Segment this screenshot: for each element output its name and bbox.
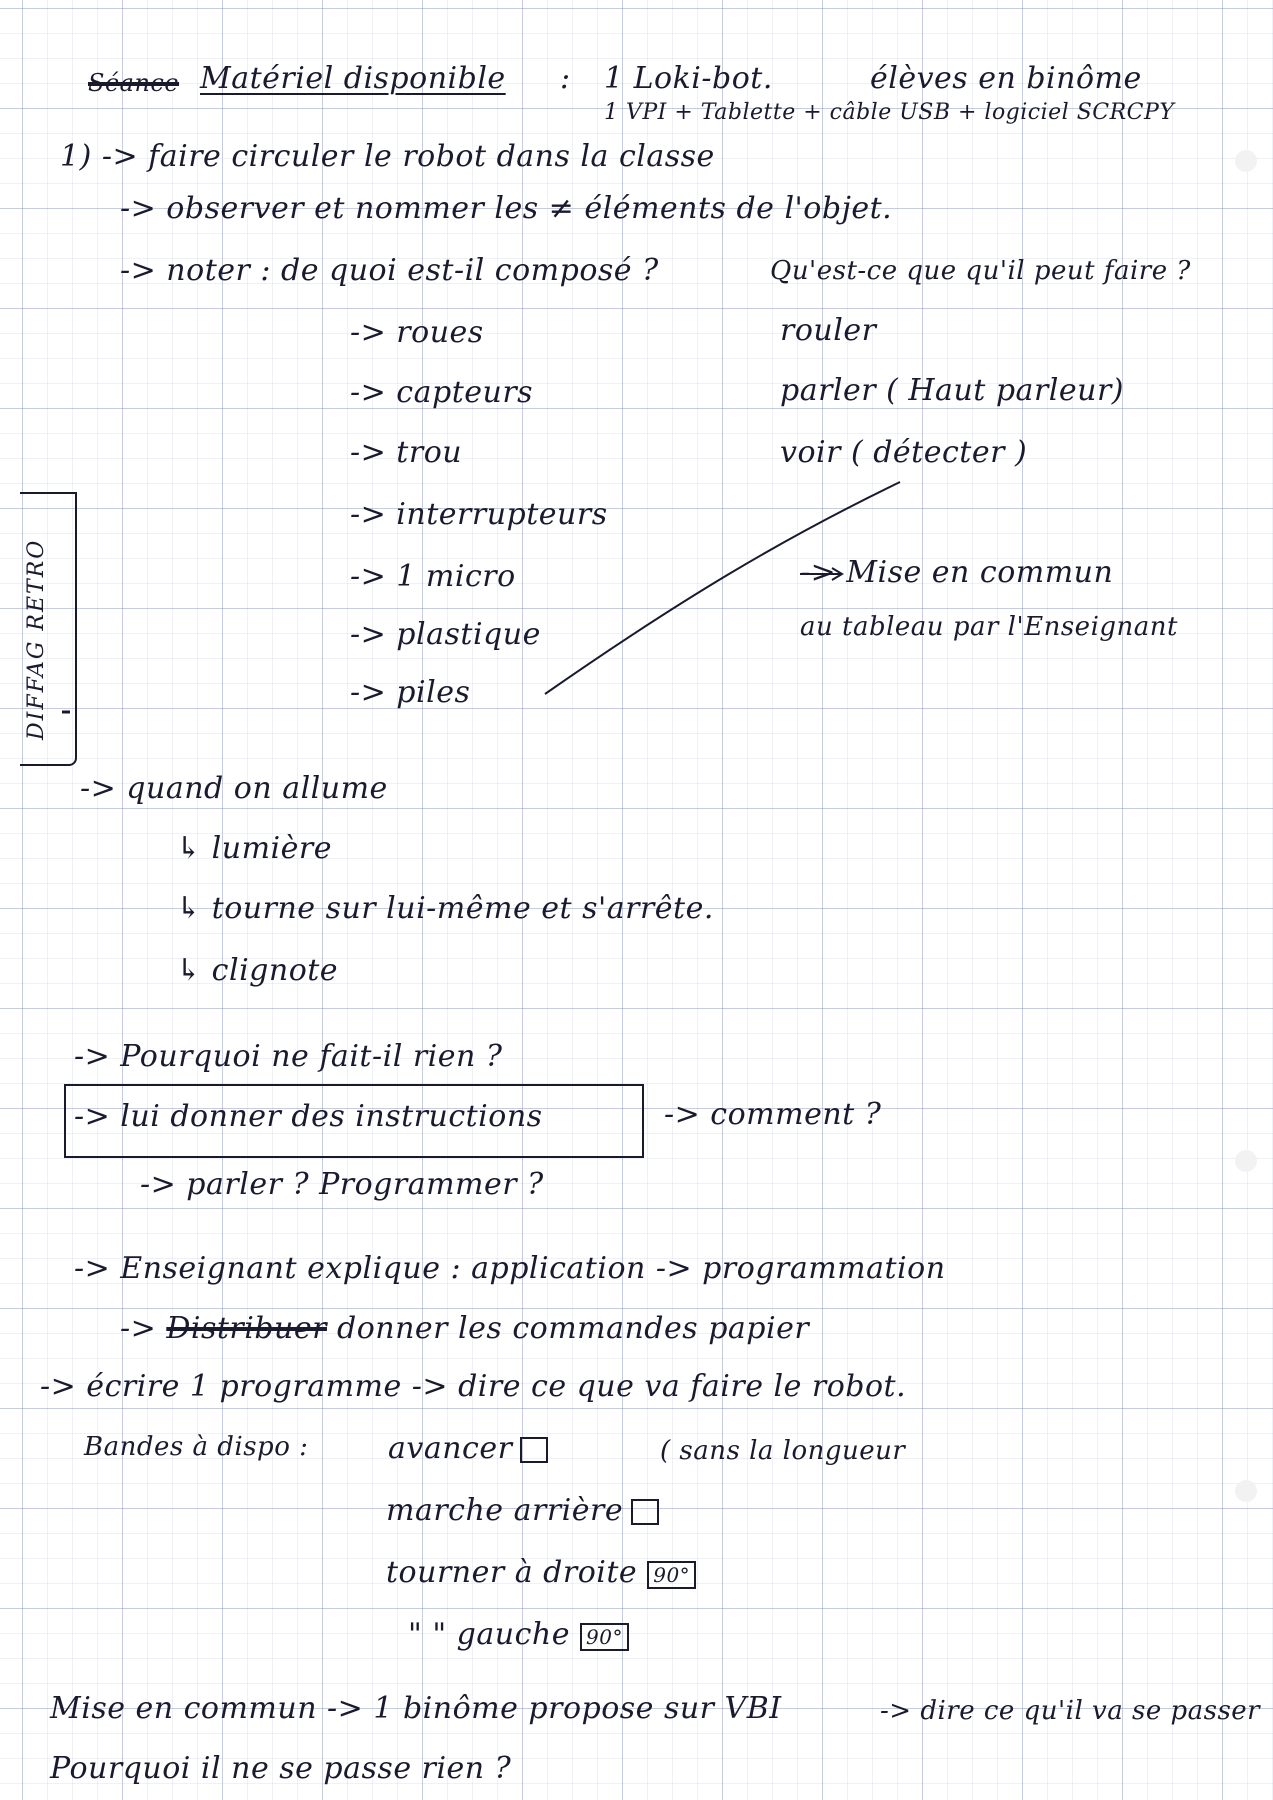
title-colon: : <box>560 61 571 96</box>
angle-badge: 90° <box>580 1623 629 1651</box>
why-nothing-question: -> Pourquoi ne fait-il rien ? <box>74 1039 503 1074</box>
equipment-list: 1 VPI + Tablette + câble USB + logiciel SCRCPY <box>604 100 1175 125</box>
shared-final: Mise en commun -> 1 binôme propose sur VBI <box>50 1691 782 1726</box>
arrow-icon <box>800 568 842 580</box>
shared-note-line1: -> Mise en commun <box>800 555 1114 590</box>
shared-note-line2: au tableau par l'Enseignant <box>800 612 1178 642</box>
angle-badge: 90° <box>647 1561 696 1589</box>
how-question: -> comment ? <box>664 1097 882 1132</box>
component-item: -> roues <box>350 315 484 350</box>
component-item: -> capteurs <box>350 375 534 410</box>
switch-on-title: -> quand on allume <box>80 771 388 806</box>
component-item: -> interrupteurs <box>350 497 608 532</box>
strip-label: avancer <box>388 1431 513 1466</box>
margin-label: DIFFAG RETRO <box>24 538 49 740</box>
give-cards-text: donner les commandes papier <box>337 1311 810 1346</box>
say-what: -> dire ce qu'il va se passer <box>880 1696 1261 1726</box>
robot-count: 1 Loki-bot. <box>604 61 773 96</box>
can-do-question: Qu'est-ce que qu'il peut faire ? <box>770 256 1191 286</box>
switch-on-item: ↳ tourne sur lui-même et s'arrête. <box>176 891 714 926</box>
component-item: -> trou <box>350 435 463 470</box>
component-item: -> plastique <box>350 617 541 652</box>
strip-label: marche arrière <box>386 1493 624 1528</box>
struck-word: Distribuer <box>166 1311 327 1346</box>
write-program: -> écrire 1 programme -> dire ce que va faire le robot. <box>40 1369 907 1404</box>
talk-program: -> parler ? Programmer ? <box>140 1167 544 1202</box>
strip-label: tourner à droite <box>386 1555 638 1590</box>
ability-item: parler ( Haut parleur) <box>780 373 1125 408</box>
teacher-explains: -> Enseignant explique : application -> programmation <box>74 1251 946 1286</box>
ability-item: rouler <box>780 313 877 348</box>
component-item: -> 1 micro <box>350 559 516 594</box>
diagonal-connector-line <box>545 482 900 694</box>
intro-step: 1) -> faire circuler le robot dans la classe <box>60 139 715 174</box>
switch-on-item: ↳ clignote <box>176 953 339 988</box>
observe-step: -> observer et nommer les ≠ éléments de l'objet. <box>120 191 893 226</box>
note-question: -> noter : de quoi est-il composé ? <box>120 253 659 288</box>
strip-label: " " gauche <box>408 1617 570 1652</box>
switch-on-item: ↳ lumière <box>176 831 332 866</box>
ability-item: voir ( détecter ) <box>780 435 1028 470</box>
give-instructions: -> lui donner des instructions <box>74 1099 543 1134</box>
no-length-note: ( sans la longueur <box>660 1436 906 1466</box>
pairs-note: élèves en binôme <box>870 61 1142 96</box>
why-nothing-final: Pourquoi il ne se passe rien ? <box>50 1751 512 1786</box>
struck-word: Séance <box>88 69 180 97</box>
page-title: Matériel disponible <box>200 61 506 96</box>
strips-label: Bandes à dispo : <box>84 1432 309 1462</box>
arrow-text: -> <box>120 1311 167 1346</box>
component-item: -> piles <box>350 675 471 710</box>
